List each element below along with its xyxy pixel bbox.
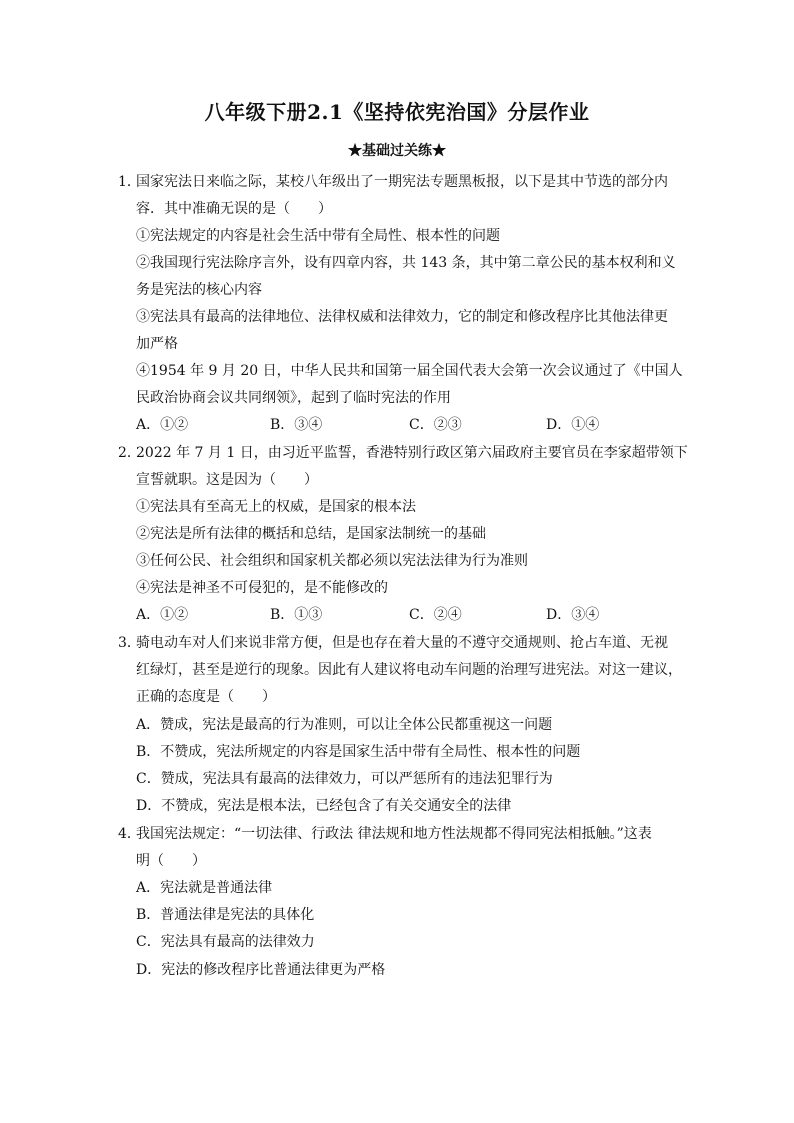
statement-line: ②宪法是所有法律的概括和总结，是国家法制统一的基础: [136, 526, 486, 542]
option-d[interactable]: D．③④: [546, 607, 600, 623]
option-c[interactable]: C．②④: [409, 607, 462, 623]
statement-line: 务是宪法的核心内容: [136, 282, 262, 298]
choice-d[interactable]: D．宪法的修改程序比普通法律更为严格: [136, 962, 386, 978]
choice-d[interactable]: D．不赞成，宪法是根本法，已经包含了有关交通安全的法律: [136, 798, 512, 814]
answer-options: [136, 605, 696, 625]
question-number: 4．: [118, 826, 141, 842]
statement-line: ③宪法具有最高的法律地位、法律权威和法律效力，它的制定和修改程序比其他法律更: [136, 309, 668, 325]
question-number: 1．: [118, 174, 141, 190]
statement-line: 加严格: [136, 336, 178, 352]
statement-line: ①宪法规定的内容是社会生活中带有全局性、根本性的问题: [136, 228, 500, 244]
option-b[interactable]: B．①③: [270, 607, 323, 623]
choice-c[interactable]: C．赞成，宪法具有最高的法律效力，可以严惩所有的违法犯罪行为: [136, 771, 553, 787]
statement-line: 民政治协商会议共同纲领》，起到了临时宪法的作用: [136, 390, 451, 406]
question-number: 2．: [118, 445, 141, 461]
question-stem-line: 明（ ）: [136, 853, 206, 869]
section-heading: ★基础过关练★: [348, 143, 446, 159]
question-stem-line: 2022 年 7 月 1 日，由习近平监誓，香港特别行政区第六届政府主要官员在李家超带领下: [136, 445, 688, 461]
answer-options: [136, 415, 696, 435]
option-a[interactable]: A．①②: [136, 607, 189, 623]
option-b[interactable]: B．③④: [270, 417, 323, 433]
statement-line: ③任何公民、社会组织和国家机关都必须以宪法法律为行为准则: [136, 553, 528, 569]
choice-a[interactable]: A．赞成，宪法是最高的行为准则，可以让全体公民都重视这一问题: [136, 717, 553, 733]
statement-line: ②我国现行宪法除序言外，设有四章内容，共 143 条，其中第二章公民的基本权利和义: [136, 255, 676, 271]
option-d[interactable]: D．①④: [546, 417, 600, 433]
option-a[interactable]: A．①②: [136, 417, 189, 433]
question-number: 3．: [118, 635, 141, 651]
question-stem-line: 红绿灯，甚至是逆行的现象。因此有人建议将电动车问题的治理写进宪法。对这一建议，: [136, 662, 682, 678]
statement-line: ①宪法具有至高无上的权威，是国家的根本法: [136, 499, 416, 515]
statement-line: ④1954 年 9 月 20 日，中华人民共和国第一届全国代表大会第一次会议通过了《中国人: [136, 363, 683, 379]
statement-line: ④宪法是神圣不可侵犯的，是不能修改的: [136, 580, 388, 596]
choice-a[interactable]: A．宪法就是普通法律: [136, 880, 273, 896]
choice-b[interactable]: B．不赞成，宪法所规定的内容是国家生活中带有全局性、根本性的问题: [136, 744, 581, 760]
option-c[interactable]: C．②③: [409, 417, 462, 433]
question-stem-line: 容．其中准确无误的是（ ）: [136, 201, 332, 217]
question-stem-line: 正确的态度是（ ）: [136, 689, 276, 705]
choice-b[interactable]: B．普通法律是宪法的具体化: [136, 907, 315, 923]
choice-c[interactable]: C．宪法具有最高的法律效力: [136, 934, 315, 950]
question-stem-line: 骑电动车对人们来说非常方便，但是也存在着大量的不遵守交通规则、抢占车道、无视: [136, 635, 668, 651]
question-stem-line: 宣誓就职。这是因为（ ）: [136, 472, 318, 488]
question-stem-line: 国家宪法日来临之际，某校八年级出了一期宪法专题黑板报，以下是其中节选的部分内: [136, 174, 668, 190]
question-stem-line: 我国宪法规定：“一切法律、行政法 律法规和地方性法规都不得同宪法相抵触。”这表: [136, 826, 652, 842]
document-title: 八年级下册2.1《坚持依宪治国》分层作业: [204, 100, 590, 124]
